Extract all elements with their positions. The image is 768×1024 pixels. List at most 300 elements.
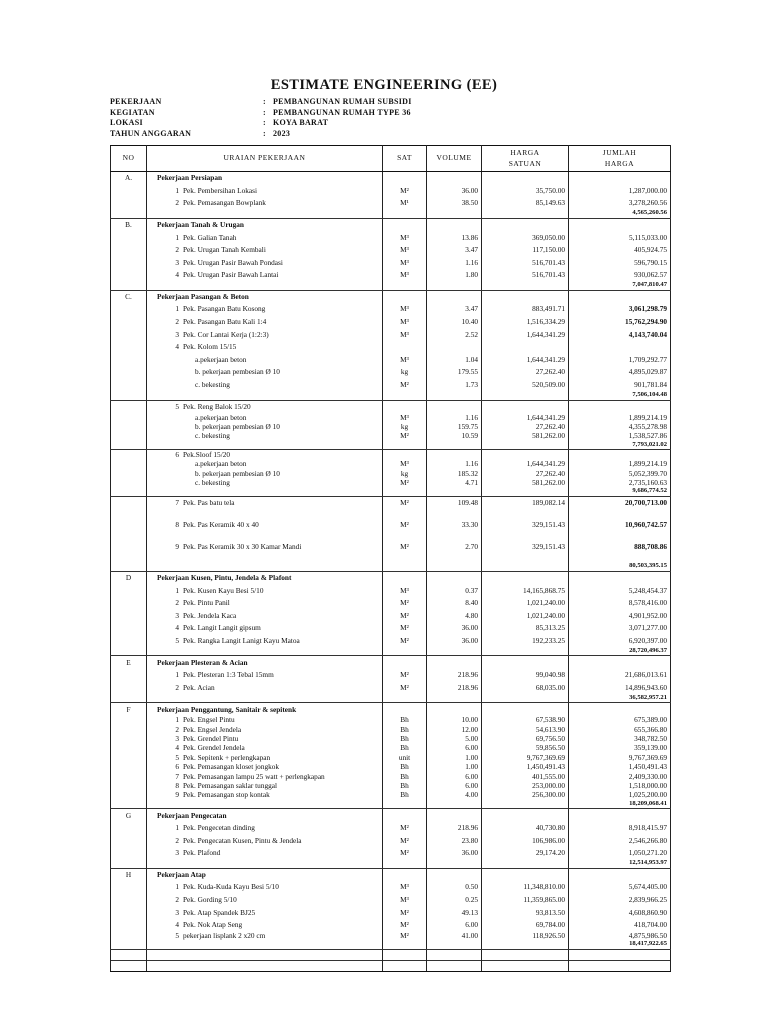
cell-no: A. [111, 172, 147, 185]
cell-uraian [147, 269, 383, 282]
cell-volume: 6.00 [427, 772, 482, 781]
item-detail-name: c. bekesting [195, 477, 230, 487]
cell-sat: M² [383, 681, 427, 694]
cell-volume: 1.73 [427, 378, 482, 391]
section-header-row [111, 656, 671, 669]
table-row [111, 609, 671, 622]
cell-harga-satuan: 118,926.50 [482, 931, 569, 940]
cell-volume [427, 290, 482, 303]
cell-volume [427, 656, 482, 669]
cell-harga-satuan [482, 172, 569, 185]
cell-sat [383, 800, 427, 809]
cell-jumlah-harga: 3,278,260.56 [569, 197, 671, 210]
subtotal-row [111, 281, 671, 290]
cell-no [111, 790, 147, 799]
cell-sat [383, 172, 427, 185]
item-number: 3 [175, 257, 179, 267]
cell-no [111, 734, 147, 743]
cell-harga-satuan: 54,613.90 [482, 725, 569, 734]
cell-volume: 4.00 [427, 790, 482, 799]
cell-harga-satuan: 192,233.25 [482, 634, 569, 647]
cell-uraian [147, 487, 383, 496]
cell-volume [427, 450, 482, 459]
cell-volume [427, 694, 482, 703]
cell-sat [383, 209, 427, 218]
cell-volume [427, 209, 482, 218]
table-row [111, 518, 671, 531]
cell-jumlah-harga: 4,355,278.98 [569, 422, 671, 431]
cell-volume: 1.00 [427, 762, 482, 771]
item-name: Pek. Grendel Pintu [183, 734, 239, 744]
cell-uraian [147, 715, 383, 724]
subtotal-row [111, 647, 671, 656]
table-row [111, 450, 671, 459]
table-row-detail [111, 422, 671, 431]
table-row-detail [111, 459, 671, 468]
cell-volume [427, 868, 482, 881]
cell-harga-satuan [482, 940, 569, 949]
subtotal-row [111, 391, 671, 400]
cell-sat: M³ [383, 584, 427, 597]
cell-no [111, 960, 147, 971]
cell-jumlah-harga [569, 809, 671, 822]
cell-no [111, 893, 147, 906]
cell-uraian [147, 450, 383, 459]
subtotal-value: 80,503,395.15 [569, 562, 671, 571]
cell-jumlah-harga: 20,700,713.00 [569, 496, 671, 509]
item-number: 6 [175, 762, 179, 772]
cell-jumlah-harga: 14,896,943.60 [569, 681, 671, 694]
table-row [111, 681, 671, 694]
meta-value: PEMBANGUNAN RUMAH TYPE 36 [273, 107, 411, 117]
cell-jumlah-harga [569, 172, 671, 185]
cell-uraian [147, 518, 383, 531]
header-no: NO [111, 146, 147, 172]
cell-harga-satuan: 27,262.40 [482, 366, 569, 379]
cell-no [111, 715, 147, 724]
cell-sat [383, 341, 427, 354]
cell-sat [383, 290, 427, 303]
item-name: Pek. Pasangan Batu Kali 1:4 [183, 317, 267, 327]
cell-harga-satuan: 1,021,240.00 [482, 596, 569, 609]
cell-no [111, 353, 147, 366]
cell-harga-satuan [482, 487, 569, 496]
cell-volume [427, 341, 482, 354]
cell-volume [427, 172, 482, 185]
item-name: Pek. Pengecatan Kusen, Pintu & Jendela [183, 835, 302, 845]
cell-harga-satuan: 85,313.25 [482, 622, 569, 635]
cell-sat [383, 940, 427, 949]
table-header-row [111, 146, 671, 172]
cell-sat [383, 562, 427, 571]
subtotal-row [111, 694, 671, 703]
cell-volume: 4.80 [427, 609, 482, 622]
table-row [111, 256, 671, 269]
meta-label: LOKASI [110, 118, 143, 127]
meta-colon: : [263, 97, 266, 106]
table-row [111, 231, 671, 244]
item-number: 1 [175, 715, 179, 725]
cell-volume: 36.00 [427, 847, 482, 860]
cell-volume [427, 509, 482, 518]
table-row-detail [111, 413, 671, 422]
cell-uraian [147, 584, 383, 597]
cell-jumlah-harga [569, 949, 671, 960]
cell-sat: M² [383, 847, 427, 860]
cell-jumlah-harga: 348,782.50 [569, 734, 671, 743]
cell-uraian [147, 668, 383, 681]
subtotal-value: 7,506,104.48 [569, 391, 671, 400]
cell-jumlah-harga: 4,608,860.90 [569, 906, 671, 919]
cell-no [111, 821, 147, 834]
cell-sat: Bh [383, 772, 427, 781]
cell-sat: Bh [383, 725, 427, 734]
item-number: 8 [175, 781, 179, 790]
cell-volume [427, 531, 482, 540]
cell-jumlah-harga [569, 553, 671, 562]
meta-row [110, 118, 573, 129]
cell-jumlah-harga: 1,025,200.00 [569, 790, 671, 799]
cell-no [111, 609, 147, 622]
cell-volume: 109.48 [427, 496, 482, 509]
header-sat: SAT [383, 146, 427, 172]
cell-uraian: Pekerjaan Plesteran & Acian [147, 656, 383, 669]
cell-sat [383, 441, 427, 450]
table-row [111, 584, 671, 597]
cell-uraian [147, 596, 383, 609]
cell-harga-satuan [482, 509, 569, 518]
item-number: 5 [175, 931, 179, 941]
item-name: Pek. Urugan Pasir Bawah Lantai [183, 270, 279, 280]
cell-jumlah-harga: 1,709,292.77 [569, 353, 671, 366]
item-number: 3 [175, 734, 179, 744]
cell-harga-satuan [482, 694, 569, 703]
section-header-row [111, 703, 671, 716]
cell-no [111, 281, 147, 290]
header-harga-line2: SATUAN [508, 158, 542, 168]
meta-value: 2023 [273, 128, 291, 138]
subtotal-value: 18,209,068.41 [569, 800, 671, 809]
cell-uraian [147, 328, 383, 341]
subtotal-value: 28,720,496.37 [569, 647, 671, 656]
cell-no [111, 256, 147, 269]
cell-harga-satuan: 883,491.71 [482, 303, 569, 316]
cell-sat [383, 859, 427, 868]
cell-jumlah-harga [569, 400, 671, 413]
cell-harga-satuan: 106,986.00 [482, 834, 569, 847]
item-name: Pek. Pas batu tela [183, 498, 235, 508]
section-header-row [111, 290, 671, 303]
meta-value: PEMBANGUNAN RUMAH SUBSIDI [273, 97, 412, 106]
cell-uraian [147, 391, 383, 400]
cell-no [111, 469, 147, 478]
document-title: ESTIMATE ENGINEERING (EE) [270, 77, 498, 93]
cell-sat: M² [383, 906, 427, 919]
item-number: 6 [175, 450, 179, 460]
cell-sat: M³ [383, 881, 427, 894]
cell-no [111, 553, 147, 562]
cell-uraian [147, 753, 383, 762]
table-row [111, 184, 671, 197]
cell-uraian: Pekerjaan Pengecatan [147, 809, 383, 822]
table-row [111, 328, 671, 341]
cell-no [111, 422, 147, 431]
cell-no [111, 441, 147, 450]
cell-harga-satuan: 68,035.00 [482, 681, 569, 694]
item-number: 2 [175, 245, 179, 255]
cell-sat: M³ [383, 315, 427, 328]
cell-uraian [147, 378, 383, 391]
cell-sat: kg [383, 366, 427, 379]
cell-no [111, 328, 147, 341]
cell-uraian [147, 469, 383, 478]
item-number: 3 [175, 907, 179, 917]
cell-harga-satuan: 1,516,334.29 [482, 315, 569, 328]
section-header-row [111, 172, 671, 185]
cell-no [111, 596, 147, 609]
item-name: Pek. Plafond [183, 848, 221, 858]
cell-no [111, 531, 147, 540]
cell-jumlah-harga: 4,901,952.00 [569, 609, 671, 622]
item-name: Pek. Acian [183, 682, 215, 692]
cell-jumlah-harga: 4,895,029.87 [569, 366, 671, 379]
cell-jumlah-harga [569, 960, 671, 971]
cell-no [111, 681, 147, 694]
item-name: Pek.Sloof 15/20 [183, 450, 231, 460]
cell-no [111, 781, 147, 790]
cell-volume: 12.00 [427, 725, 482, 734]
cell-jumlah-harga: 5,052,399.70 [569, 469, 671, 478]
cell-harga-satuan: 256,300.00 [482, 790, 569, 799]
item-number: 3 [175, 610, 179, 620]
cell-sat: M³ [383, 459, 427, 468]
cell-jumlah-harga: 8,578,416.00 [569, 596, 671, 609]
cell-volume: 3.47 [427, 243, 482, 256]
cell-volume: 1.04 [427, 353, 482, 366]
cell-no [111, 413, 147, 422]
cell-sat: M³ [383, 353, 427, 366]
cell-harga-satuan [482, 809, 569, 822]
cell-volume [427, 487, 482, 496]
item-number: 5 [175, 752, 179, 762]
item-name: Pek. Langit Langit gipsum [183, 623, 261, 633]
cell-sat [383, 647, 427, 656]
cell-jumlah-harga: 10,960,742.57 [569, 518, 671, 531]
item-number: 4 [175, 743, 179, 753]
cell-jumlah-harga: 1,899,214.19 [569, 413, 671, 422]
cell-no [111, 622, 147, 635]
item-name: Pek. Pintu Panil [183, 598, 230, 608]
cell-volume [427, 703, 482, 716]
table-row [111, 772, 671, 781]
cell-uraian [147, 366, 383, 379]
table-row [111, 893, 671, 906]
cell-harga-satuan [482, 571, 569, 584]
cell-sat [383, 703, 427, 716]
cell-jumlah-harga: 596,790.15 [569, 256, 671, 269]
cell-volume: 6.00 [427, 918, 482, 931]
cell-no: B. [111, 218, 147, 231]
cell-harga-satuan: 1,644,341.29 [482, 459, 569, 468]
subtotal-row [111, 441, 671, 450]
item-name: Pek. Jendela Kaca [183, 610, 237, 620]
subtotal-row [111, 487, 671, 496]
cell-sat: M² [383, 834, 427, 847]
table-row [111, 753, 671, 762]
cell-volume: 3.47 [427, 303, 482, 316]
cell-sat: M² [383, 609, 427, 622]
cell-uraian [147, 960, 383, 971]
cell-uraian: Pekerjaan Tanah & Urugan [147, 218, 383, 231]
cell-jumlah-harga: 2,839,966.25 [569, 893, 671, 906]
cell-volume: 1.16 [427, 256, 482, 269]
cell-volume [427, 800, 482, 809]
cell-jumlah-harga: 15,762,294.90 [569, 315, 671, 328]
cell-harga-satuan: 1,644,341.29 [482, 413, 569, 422]
meta-row [110, 129, 573, 140]
table-row [111, 881, 671, 894]
cell-sat [383, 694, 427, 703]
table-row [111, 341, 671, 354]
cell-jumlah-harga: 3,071,277.00 [569, 622, 671, 635]
item-number: 9 [175, 541, 179, 551]
cell-volume [427, 859, 482, 868]
meta-row [110, 108, 573, 119]
item-number: 1 [175, 304, 179, 314]
cell-sat: Bh [383, 762, 427, 771]
cell-harga-satuan [482, 281, 569, 290]
cell-uraian [147, 847, 383, 860]
cell-sat: kg [383, 422, 427, 431]
cell-harga-satuan: 516,701.43 [482, 269, 569, 282]
cell-uraian [147, 821, 383, 834]
table-row-detail [111, 431, 671, 440]
subtotal-row [111, 209, 671, 218]
cell-harga-satuan: 189,082.14 [482, 496, 569, 509]
table-row [111, 743, 671, 752]
table-row [111, 834, 671, 847]
cell-volume: 4.71 [427, 478, 482, 487]
cell-harga-satuan: 85,149.63 [482, 197, 569, 210]
item-name: Pek. Pemasangan lampu 25 watt + perlengkapan [183, 771, 325, 781]
cell-harga-satuan: 11,359,865.00 [482, 893, 569, 906]
cell-volume: 159.75 [427, 422, 482, 431]
cell-harga-satuan: 67,538.90 [482, 715, 569, 724]
cell-no [111, 584, 147, 597]
cell-uraian [147, 540, 383, 553]
cell-uraian [147, 881, 383, 894]
item-name: Pek. Kolom 15/15 [183, 342, 237, 352]
cell-no [111, 834, 147, 847]
spacer-row [111, 553, 671, 562]
meta-label: KEGIATAN [110, 107, 155, 117]
cell-volume: 2.52 [427, 328, 482, 341]
cell-jumlah-harga [569, 868, 671, 881]
cell-volume [427, 218, 482, 231]
cell-no: D [111, 571, 147, 584]
cell-no [111, 478, 147, 487]
meta-value: KOYA BARAT [273, 118, 329, 127]
cell-uraian [147, 734, 383, 743]
cell-uraian [147, 743, 383, 752]
item-detail-name: a.pekerjaan beton [195, 354, 247, 364]
cell-no [111, 459, 147, 468]
cell-jumlah-harga: 1,450,491.43 [569, 762, 671, 771]
item-detail-name: b. pekerjaan pembesian Ø 10 [195, 422, 280, 432]
table-row [111, 821, 671, 834]
cell-uraian [147, 431, 383, 440]
cell-no [111, 378, 147, 391]
cell-volume [427, 441, 482, 450]
table-row [111, 762, 671, 771]
table-row-detail [111, 378, 671, 391]
cell-no [111, 725, 147, 734]
cell-uraian: Pekerjaan Pasangan & Beton [147, 290, 383, 303]
cell-volume: 1.16 [427, 413, 482, 422]
cell-volume [427, 949, 482, 960]
cell-harga-satuan [482, 441, 569, 450]
cell-uraian [147, 256, 383, 269]
cell-harga-satuan: 99,040.98 [482, 668, 569, 681]
cell-sat: Bh [383, 781, 427, 790]
cell-jumlah-harga [569, 450, 671, 459]
section-header-row [111, 809, 671, 822]
cell-jumlah-harga: 4,143,740.04 [569, 328, 671, 341]
cell-uraian [147, 209, 383, 218]
item-name: Pek. Pas Keramik 30 x 30 Kamar Mandi [183, 541, 302, 551]
cell-volume: 185.32 [427, 469, 482, 478]
cell-harga-satuan: 369,050.00 [482, 231, 569, 244]
cell-uraian [147, 772, 383, 781]
cell-sat [383, 809, 427, 822]
cell-no [111, 400, 147, 413]
cell-uraian [147, 562, 383, 571]
cell-volume: 6.00 [427, 743, 482, 752]
item-name: Pek. Pemasangan Bowplank [183, 198, 266, 208]
subtotal-row [111, 940, 671, 949]
item-detail-name: c. bekesting [195, 380, 230, 390]
cell-sat: M² [383, 431, 427, 440]
cell-volume: 218.96 [427, 681, 482, 694]
cell-harga-satuan: 1,644,341.29 [482, 328, 569, 341]
table-row-detail [111, 366, 671, 379]
item-number: 8 [175, 519, 179, 529]
item-number: 5 [175, 401, 179, 411]
cell-harga-satuan [482, 450, 569, 459]
cell-volume: 10.59 [427, 431, 482, 440]
cell-sat: M² [383, 518, 427, 531]
cell-harga-satuan: 9,767,369.69 [482, 753, 569, 762]
cell-uraian [147, 681, 383, 694]
item-number: 7 [175, 498, 179, 508]
cell-volume: 0.25 [427, 893, 482, 906]
item-number: 1 [175, 882, 179, 892]
item-name: Pek. Gording 5/10 [183, 894, 237, 904]
item-number: 1 [175, 185, 179, 195]
blank-row [111, 949, 671, 960]
cell-no [111, 184, 147, 197]
cell-uraian [147, 906, 383, 919]
cell-harga-satuan: 27,262.40 [482, 469, 569, 478]
cell-uraian [147, 459, 383, 468]
cell-sat [383, 553, 427, 562]
cell-jumlah-harga [569, 218, 671, 231]
cell-volume: 179.55 [427, 366, 482, 379]
cell-jumlah-harga [569, 341, 671, 354]
cell-volume [427, 960, 482, 971]
header-jumlah-harga [569, 146, 671, 172]
cell-jumlah-harga: 930,062.57 [569, 269, 671, 282]
